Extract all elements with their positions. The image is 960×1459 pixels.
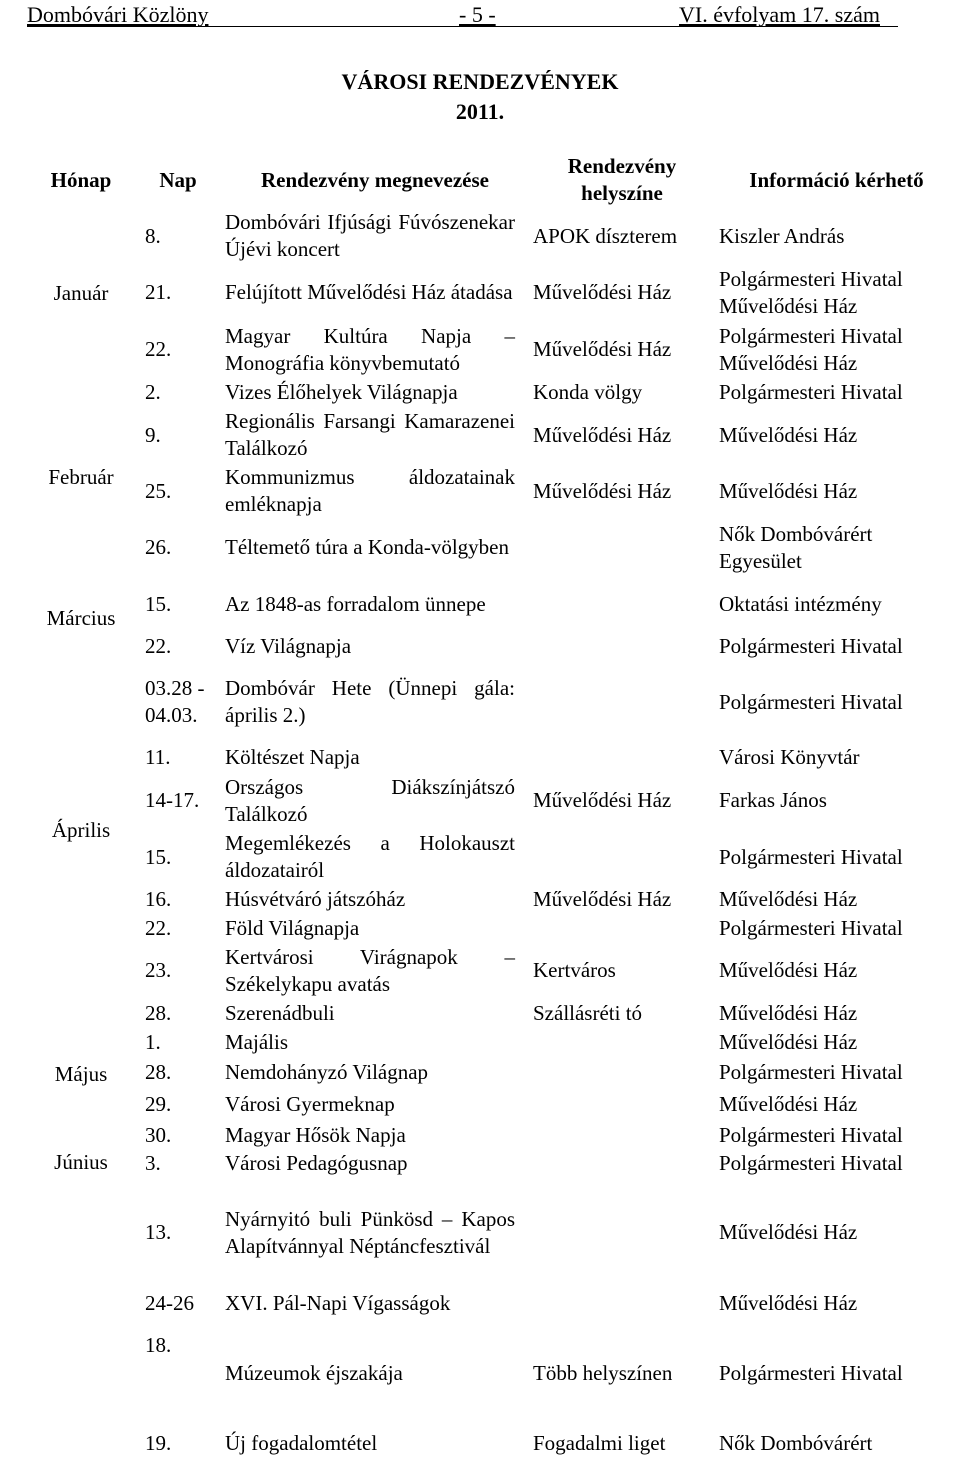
day-cell: 14-17. [145,788,200,812]
day-cell: 22. [145,634,172,658]
table-row [27,1318,958,1428]
event-name-cell: Kommunizmus áldozatainak emléknapja [225,465,515,516]
info-cell: Polgármesteri Hivatal Művelődési Ház [719,266,903,318]
event-place-cell: Művelődési Ház [533,337,672,361]
event-name-cell: Múzeumok éjszakája [225,1360,403,1385]
event-place-cell [529,914,715,942]
day-cell: 24-26 [145,1290,194,1315]
event-name-cell: XVI. Pál-Napi Vígasságok [225,1290,451,1315]
table-row [27,1088,958,1121]
page-header [27,2,898,27]
event-name-cell: Városi Gyermeknap [225,1092,395,1116]
issue-number: VI. évfolyam 17. szám [679,2,880,27]
event-name-cell: Dombóvári Ifjúsági Fúvószenekar Újévi koncert [225,210,515,261]
info-cell: Polgármesteri Hivatal [719,1059,903,1084]
table-row [27,463,958,519]
info-cell: Nők Dombóvárért Egyesület [719,521,873,573]
month-cell: Február [48,464,114,489]
day-cell: 2. [145,380,161,404]
event-name-cell: Városi Pedagógusnap [225,1150,408,1175]
table-row [27,829,958,885]
document-year: 2011. [455,99,505,124]
event-place-cell: Szállásréti tó [533,1001,643,1025]
day-cell: 15. [145,591,172,616]
event-name-cell: Magyar Hősök Napja [225,1122,406,1147]
event-name-cell: Dombóvár Hete (Ünnepi gála: április 2.) [225,676,515,727]
event-place-cell [529,1121,715,1149]
event-name-cell: Új fogadalomtétel [225,1430,378,1455]
table-row [27,632,958,661]
event-place-cell [529,1177,715,1288]
col-month: Hónap [50,167,112,192]
day-cell: 26. [145,535,172,559]
info-cell: Polgármesteri Hivatal [719,1122,903,1147]
table-row [27,942,958,999]
event-place-cell [529,632,715,661]
table-row [27,914,958,942]
table-row [27,519,958,576]
table-row [27,1056,958,1088]
table-row [27,743,958,772]
table-row [27,772,958,829]
event-place-cell: APOK díszterem [533,223,678,248]
day-cell: 03.28 - 04.03. [145,676,205,727]
info-cell: Művelődési Ház [719,1290,858,1315]
day-cell: 25. [145,478,172,503]
info-cell: Művelődési Ház [719,478,858,503]
info-cell: Művelődési Ház [719,887,858,911]
event-name-cell: Nyárnyitó buli Pünkösd – Kapos Alapítvánnyal Néptáncfesztivál [225,1206,515,1258]
day-cell: 21. [145,280,172,304]
event-place-cell [529,829,715,885]
event-place-cell: Művelődési Ház [533,422,672,447]
day-cell: 22. [145,915,172,940]
event-name-cell: Víz Világnapja [225,634,352,658]
event-place-cell: Fogadalmi liget [533,1430,666,1455]
day-cell: 3. [145,1150,161,1175]
month-cell: Június [54,1150,108,1174]
event-place-cell: Művelődési Ház [533,887,672,911]
event-place-cell [529,743,715,772]
event-name-cell: Kertvárosi Virágnapok – Székelykapu avatás [225,944,515,996]
table-row [27,321,958,378]
info-cell: Művelődési Ház [719,1001,858,1025]
day-cell: 18. [145,1333,172,1357]
events-table [27,152,958,1458]
info-cell: Polgármesteri Hivatal Művelődési Ház [719,323,903,375]
event-name-cell: Országos Diákszínjátszó Találkozó [225,774,515,826]
info-cell: Művelődési Ház [719,1092,858,1116]
table-row [27,999,958,1028]
day-cell: 28. [145,1001,172,1025]
event-name-cell: Téltemető túra a Konda-völgyben [225,535,509,559]
info-cell: Polgármesteri Hivatal [719,1360,903,1385]
event-name-cell: Föld Világnapja [225,915,360,940]
page-number: - 5 - [459,2,496,27]
day-cell: 13. [145,1220,172,1244]
event-name-cell: Az 1848-as forradalom ünnepe [225,591,486,616]
day-cell: 11. [145,745,171,769]
event-place-cell: Művelődési Ház [533,788,672,812]
table-row [27,378,958,407]
event-place-cell: Kertváros [533,958,616,982]
day-cell: 28. [145,1059,172,1084]
day-cell: 23. [145,958,172,982]
document-title: VÁROSI RENDEZVÉNYEK [341,69,619,94]
table-header-row [27,152,958,208]
info-cell: Polgármesteri Hivatal [719,380,903,404]
table-row [27,1028,958,1056]
table-row [27,264,958,321]
info-cell: Oktatási intézmény [719,591,882,616]
event-place-cell: Művelődési Ház [533,478,672,503]
event-name-cell: Húsvétváró játszóház [225,887,406,911]
event-name-cell: Nemdohányzó Világnap [225,1059,429,1084]
day-cell: 8. [145,223,161,248]
event-place-cell: Művelődési Ház [533,280,672,304]
info-cell: Művelődési Ház [719,958,858,982]
event-place-cell [529,1056,715,1088]
table-row [27,1149,958,1177]
info-cell: Művelődési Ház [719,1029,858,1054]
info-cell: Művelődési Ház [719,1220,858,1244]
event-place-cell: Konda völgy [533,380,643,404]
info-cell: Polgármesteri Hivatal [719,689,903,714]
info-cell: Polgármesteri Hivatal [719,1150,903,1175]
info-cell: Városi Könyvtár [719,745,860,769]
info-cell: Kiszler András [719,223,845,248]
day-cell: 22. [145,337,172,361]
month-cell: Január [53,280,109,305]
day-cell: 19. [145,1430,172,1455]
table-row [27,661,958,743]
table-row [27,1428,958,1458]
col-info: Információ kérhető [749,167,924,192]
event-place-cell [529,1088,715,1121]
info-cell: Farkas János [719,788,827,812]
day-cell: 30. [145,1122,172,1147]
table-row [27,1288,958,1318]
event-name-cell: Regionális Farsangi Kamarazenei Találkozó [225,409,515,460]
month-cell: Április [51,817,111,842]
table-row [27,208,958,264]
info-cell: Művelődési Ház [719,422,858,447]
day-cell: 1. [145,1029,161,1054]
event-place-cell [529,1149,715,1177]
day-cell: 15. [145,844,172,869]
event-name-cell: Költészet Napja [225,745,360,769]
info-cell: Nők Dombóvárért [719,1430,873,1455]
publication-name: Dombóvári Közlöny [27,2,209,27]
table-row [27,407,958,463]
event-place-cell [529,1288,715,1318]
table-row [27,885,958,914]
event-place-cell [529,576,715,632]
table-row [27,1177,958,1288]
month-cell: Március [46,606,116,630]
info-cell: Polgármesteri Hivatal [719,634,903,658]
table-row [27,1121,958,1149]
event-name-cell: Majális [225,1029,288,1054]
month-cell: Május [54,1061,108,1086]
col-day: Nap [159,167,197,192]
col-event-place: Rendezvény helyszíne [567,154,677,205]
day-cell: 29. [145,1092,172,1116]
event-name-cell: Vizes Élőhelyek Világnapja [225,380,458,404]
info-cell: Polgármesteri Hivatal [719,915,903,940]
event-name-cell: Felújított Művelődési Ház átadása [225,280,513,304]
event-place-cell [529,519,715,576]
col-event-name: Rendezvény megnevezése [260,167,489,192]
day-cell: 16. [145,887,172,911]
event-name-cell: Szerenádbuli [225,1001,335,1025]
event-name-cell: Megemlékezés a Holokauszt áldozatairól [225,831,515,882]
info-cell: Polgármesteri Hivatal [719,844,903,869]
event-place-cell [529,661,715,743]
event-place-cell: Több helyszínen [533,1360,673,1385]
event-place-cell [529,1028,715,1056]
table-row [27,576,958,632]
event-name-cell: Magyar Kultúra Napja – Monográfia könyvbemutató [225,323,515,375]
day-cell: 9. [145,422,161,447]
